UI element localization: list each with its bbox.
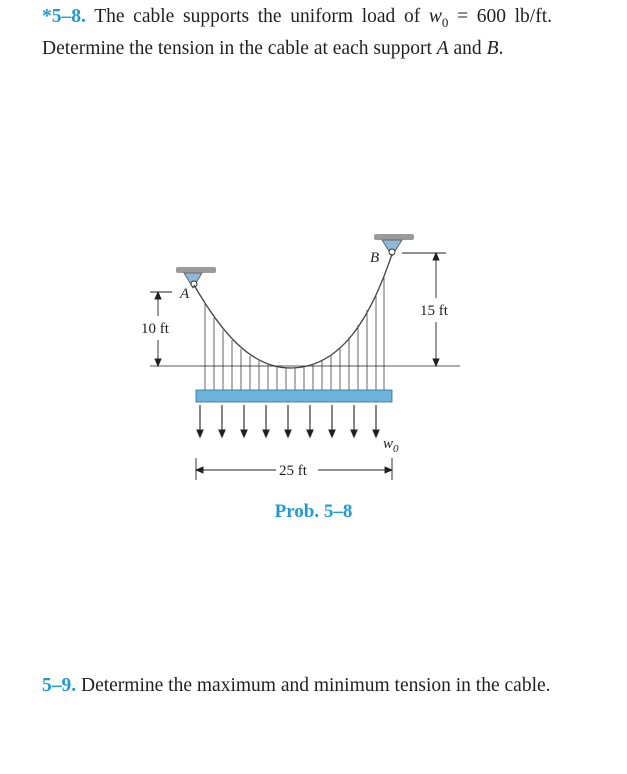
w-subscript: 0 [441,14,449,30]
dim-25ft-label: 25 ft [279,463,307,479]
dim-10ft-label: 10 ft [141,321,169,337]
problem-2-body: Determine the maximum and minimum tension in the cable. [81,675,551,696]
dim-15ft-label: 15 ft [420,303,448,319]
hangers [205,276,384,390]
problem-text-b: = 600 lb/ft. Determine the tension in the cable at each support [42,6,553,59]
label-a: A [180,286,190,302]
problem-text-a: The cable supports the uniform load of [94,6,421,27]
and-text: and [453,37,482,59]
deck-beam [196,390,392,402]
label-b: B [370,250,380,266]
problem-number-2: 5–9. [42,675,77,696]
point-b-text: B [486,37,499,59]
w-symbol: w [428,6,442,27]
load-arrows [197,405,379,437]
figure-caption: Prob. 5–8 [274,501,353,522]
problem-number: *5–8. [42,6,86,27]
problem-5-9-text [42,673,552,699]
support-a [176,267,216,288]
load-subscript: 0 [393,443,399,455]
point-a-text: A [436,37,449,59]
period-text: . [498,37,504,59]
load-label: $w_0$ [383,436,399,455]
cable [194,254,392,368]
